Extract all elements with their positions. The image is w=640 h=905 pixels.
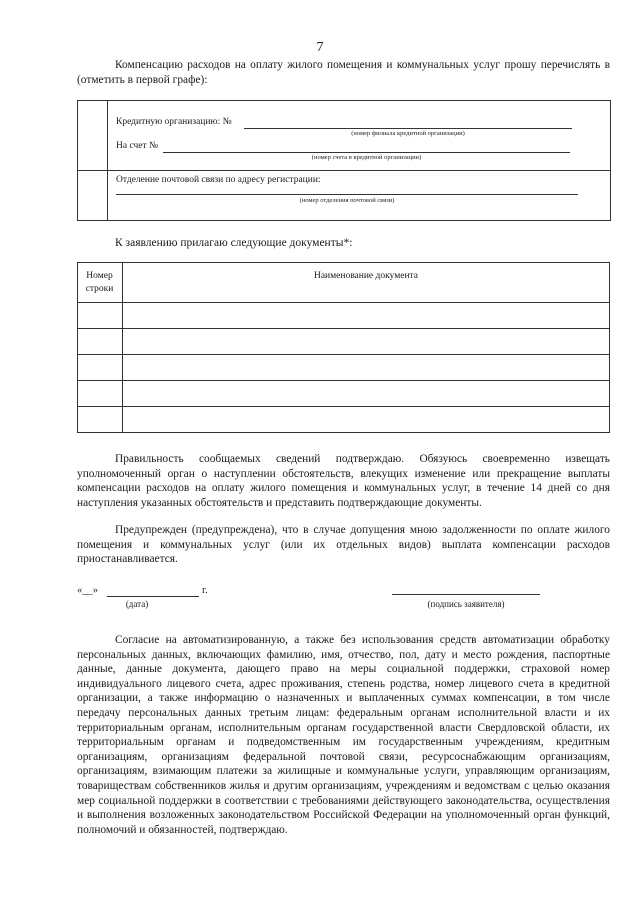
signature-input[interactable]	[392, 594, 540, 595]
signature-caption: (подпись заявителя)	[427, 599, 505, 609]
payment-intro: Компенсацию расходов на оплату жилого помещения и коммунальных услуг прошу перечислять в (отметить в первой графе):	[77, 59, 610, 86]
date-input[interactable]	[107, 596, 199, 597]
account-label: На счет №	[116, 141, 159, 151]
docs-row-2[interactable]	[123, 329, 609, 353]
payment-table-divider	[107, 100, 108, 221]
consent-text: Согласие на автоматизированную, а также без использования средств автоматизации обработку персональных данных, включающих фамилию, имя, отчество, пол, дату и место рождения, паспортные данные, данные документа, дающего право на меры социальной поддержки, страховой номер индивидуального лицевого счета, адрес проживания, степень родства, номер лицевого счета в кредитной организации, а также информацию о назначенных и выплаченных суммах компенсации, в том числе передачу персональных данных третьим лицам: федеральным органам исполнительной власти и их территориальным органам, исполнительным органам государственной власти Свердловской области, их территориальным органам и подведомственным им государственным учреждениям, кредитным организациям, организациям федеральной почтовой связи, ресурсоснабжающим организациям, организациям, взимающим платежи за жилищные и коммунальные услуги, управляющим организациям, товариществам собственников жилья и другим организациям, учреждениям и ведомствам с целью оказания мер социальной поддержки в соответствии с требованиями действующего законодательства, осуществления и выполнения возложенных законодательством Российской Федерации на уполномоченный орган функций, полномочий и обязанностей, подтверждаю.	[77, 634, 610, 836]
docs-col-number-header: Номер строки	[85, 271, 114, 294]
credit-org-label: Кредитную организацию: №	[116, 117, 232, 127]
docs-row-3[interactable]	[123, 355, 609, 379]
bank-option-checkbox[interactable]	[78, 101, 106, 169]
page-number: 7	[316, 40, 324, 55]
date-caption: (дата)	[125, 599, 149, 609]
account-number-input[interactable]	[163, 152, 570, 153]
docs-intro: К заявлению прилагаю следующие документы*:	[115, 237, 353, 249]
docs-row-1[interactable]	[123, 303, 609, 327]
credit-org-hint: (номер филиала кредитной организации)	[351, 130, 465, 137]
post-office-label: Отделение почтовой связи по адресу регистрации:	[116, 175, 321, 185]
post-option-checkbox[interactable]	[78, 171, 106, 220]
docs-row-5[interactable]	[123, 407, 609, 432]
date-prefix: «__»	[77, 585, 98, 596]
credit-org-input[interactable]	[244, 128, 572, 129]
payment-table-row-divider	[77, 170, 611, 171]
confirmation-text: Правильность сообщаемых сведений подтверждаю. Обязуюсь своевременно извещать уполномоченный орган о наступлении обстоятельств, влекущих изменение или прекращение выплаты компенсации расходов на оплату жилого помещения и коммунальных услуг, в течение 14 дней со дня наступления указанных обстоятельств и представить подтверждающие документы.	[77, 453, 610, 509]
warning-text: Предупрежден (предупреждена), что в случае допущения мною задолженности по оплате жилого помещения и коммунальных услуг (или их отдельных видов) выплата компенсации расходов приостанавливается.	[77, 524, 610, 566]
post-office-input[interactable]	[116, 194, 578, 195]
account-hint: (номер счета в кредитной организации)	[311, 154, 422, 161]
docs-row-4[interactable]	[123, 381, 609, 405]
docs-col-name-header: Наименование документа	[313, 271, 419, 281]
post-office-hint: (номер отделения почтовой связи)	[299, 197, 395, 204]
year-suffix: г.	[202, 585, 208, 596]
